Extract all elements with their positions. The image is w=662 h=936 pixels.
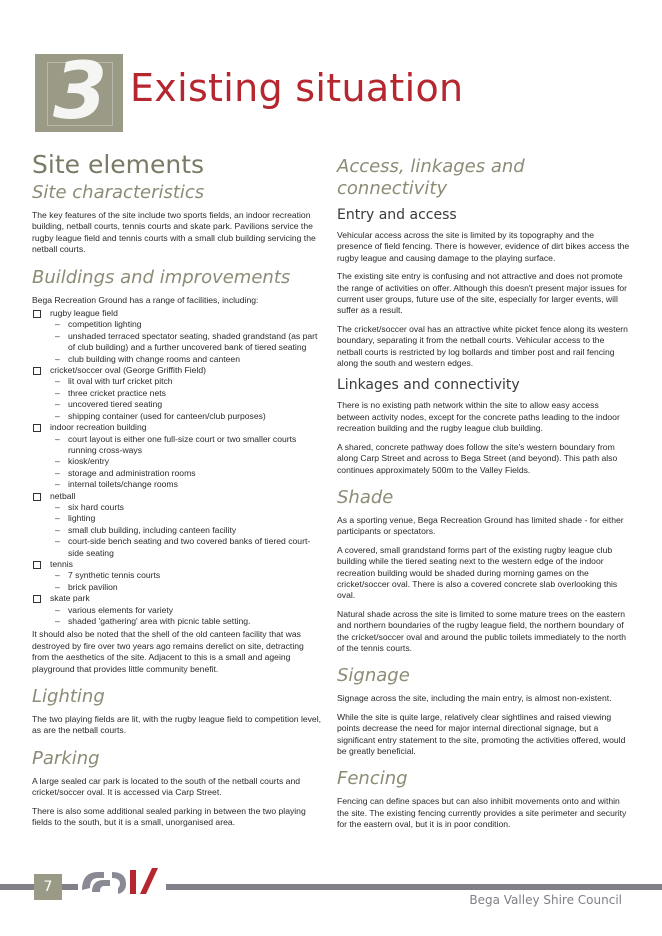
buildings-heading: Buildings and improvements (32, 266, 291, 288)
lighting-heading: Lighting (32, 686, 105, 708)
chapter-title: Existing situation (130, 66, 464, 110)
signage-paragraph-1: Signage across the site, including the main entry, is almost non-existent. (337, 693, 612, 704)
sub-list-item: – storage and administration rooms (55, 467, 196, 478)
list-item: skate park – various elements for variety – shaded 'gathering' area with picnic table setting. (32, 593, 322, 627)
checkbox-square-icon (33, 310, 41, 318)
entry-paragraph-3: The cricket/soccer oval has an attractive white picket fence along its western boundary, separating it from the netball courts. Vehicular access to the netball courts is restricted by log bollards and timber post and rail fencing along the south and western edges. (337, 323, 628, 369)
sub-list-item: – competition lighting (55, 319, 142, 330)
checkbox-square-icon (33, 367, 41, 375)
chapter-number: 3 (53, 47, 108, 137)
site-characteristics-heading: Site characteristics (32, 182, 205, 203)
list-item: tennis – 7 synthetic tennis courts – brick pavilion (32, 559, 322, 593)
sub-list-item: – shaded 'gathering' area with picnic table setting. (55, 616, 251, 626)
shade-paragraph-2: A covered, small grandstand forms part of the existing rugby league club building while the tiered seating next to the western edge of the indoor recreation building would be shaded during morning games on the cricket/soccer oval. There is also a covered concrete slab overlooking this oval. (337, 544, 618, 601)
sub-list-item: – 7 synthetic tennis courts (55, 570, 161, 581)
site-characteristics-text: The key features of the site include two sports fields, an indoor recreation building, netball courts, tennis courts and skate park. Pavilions service the rugby league field and tennis courts with a small club building servicing the netball courts. (32, 210, 316, 255)
linkages-paragraph-2: A shared, concrete pathway does follow the site's western boundary from along Carp Street and across to Bega Street (and beyond). This path also continues approximately 500m to the Valley Fields. (337, 441, 618, 475)
sub-list-item: – various elements for variety (55, 604, 174, 615)
sub-list-item: – six hard courts (55, 501, 124, 512)
sub-list-item: – three cricket practice nets (55, 387, 166, 398)
checkbox-square-icon (33, 595, 41, 603)
sub-list-item: – brick pavilion (55, 581, 118, 592)
page-number: 7 (34, 874, 62, 900)
parking-text-2: There is also some additional sealed parking in between the two playing fields to the south, but it is a small, unorganised area. (32, 805, 306, 828)
list-item: indoor recreation building – court layout is either one full-size court or two smaller courts running cross-ways – kiosk/entry – storage and administration rooms – internal toilets/change rooms (32, 422, 322, 490)
checkbox-square-icon (33, 493, 41, 501)
checkbox-square-icon (33, 424, 41, 432)
section-title: Site elements (32, 150, 205, 179)
entry-paragraph-1: Vehicular access across the site is limited by its topography and the presence of field fencing. There is however, evidence of dirt bikes access the rugby league and causing damage to the playing surface. (337, 230, 630, 263)
checkbox-square-icon (33, 561, 41, 569)
sub-list-item: – court layout is either one full-size court or two smaller courts running cross-ways (55, 433, 297, 455)
signage-paragraph-2: While the site is quite large, relatively clear sightlines and raised viewing points decrease the need for major internal directional signage, but a significant entry statement to the site, promoting the activities offered, would be greatly beneficial. (337, 711, 626, 756)
access-heading: Access, linkages and connectivity (337, 156, 525, 199)
facilities-list (32, 308, 322, 627)
right-column (337, 150, 631, 838)
linkages-heading: Linkages and connectivity (337, 377, 520, 394)
sub-list-item: – lit oval with turf cricket pitch (55, 376, 173, 387)
entry-paragraph-2: The existing site entry is confusing and not attractive and does not promote the range of activities on offer. Although this doesn't present major issues for current user groups, future use of the site, especially for larger events, will suffer as a result. (337, 271, 628, 316)
sub-list-item: – kiosk/entry (55, 456, 110, 467)
parking-heading: Parking (32, 747, 100, 769)
entry-access-heading: Entry and access (337, 207, 457, 223)
fencing-paragraph-1: Fencing can define spaces but can also inhibit movements onto and within the site. The existing fencing currently provides a site perimeter and security for the eastern oval, but it is in poor condition. (337, 796, 627, 830)
lighting-text: The two playing fields are lit, with the rugby league field to competition level, as are the netball courts. (32, 714, 322, 736)
buildings-intro: Bega Recreation Ground has a range of facilities, including: (32, 294, 259, 305)
sub-list-item: – internal toilets/change rooms (55, 479, 178, 490)
sub-list-item: – shipping container (used for canteen/club purposes) (55, 410, 266, 421)
fencing-heading: Fencing (337, 768, 408, 790)
sub-list-item: – uncovered tiered seating (55, 399, 163, 410)
signage-heading: Signage (337, 665, 410, 687)
left-column (32, 150, 322, 835)
shade-heading: Shade (337, 486, 394, 508)
sub-list-item: – lighting (55, 513, 96, 524)
linkages-paragraph-1: There is no existing path network within the site to allow easy access between activity nodes, except for the concrete paths leading to the indoor recreation building and the rugby league club building. (337, 400, 620, 434)
list-item: rugby league field – competition lighting – unshaded terraced spectator seating, shaded grandstand (as part of club building) and a further uncovered bank of tiered seating – club building with change rooms and canteen (32, 308, 322, 365)
shade-paragraph-3: Natural shade across the site is limited to some mature trees on the eastern and northern boundaries of the rugby league field, the northern boundary of the cricket/soccer oval and around the public toilets immediately to the north of the tennis courts. (337, 608, 626, 653)
sub-list-item: – small club building, including canteen facility (55, 524, 237, 535)
sub-list-item: – club building with change rooms and canteen (55, 353, 240, 364)
parking-text-1: A large sealed car park is located to the south of the netball courts and cricket/soccer oval. It is accessed via Carp Street. (32, 775, 301, 798)
buildings-outro: It should also be noted that the shell of the old canteen facility that was destroyed by fire over two years ago remains derelict on site, detracting from the aesthetics of the site. Adjacent to this is a small and ageing playground that provides little community benefit. (32, 629, 304, 674)
list-item: cricket/soccer oval (George Griffith Field) – lit oval with turf cricket pitch – three cricket practice nets – uncovered tiered seating – shipping container (used for canteen/club purposes) (32, 365, 322, 422)
council-logo-icon (78, 862, 166, 902)
sub-list-item: – court-side bench seating and two covered banks of tiered court-side seating (55, 536, 311, 558)
sub-list-item: – unshaded terraced spectator seating, shaded grandstand (as part of club building) and a further uncovered bank of tiered seating (55, 330, 318, 353)
organisation-name: Bega Valley Shire Council (469, 893, 622, 907)
list-item: netball – six hard courts – lighting – small club building, including canteen facility – court-side bench seating and two covered banks of tiered court-side seating (32, 491, 322, 559)
shade-paragraph-1: As a sporting venue, Bega Recreation Ground has limited shade - for either participants or spectators. (337, 514, 624, 537)
chapter-number-block (35, 47, 123, 137)
